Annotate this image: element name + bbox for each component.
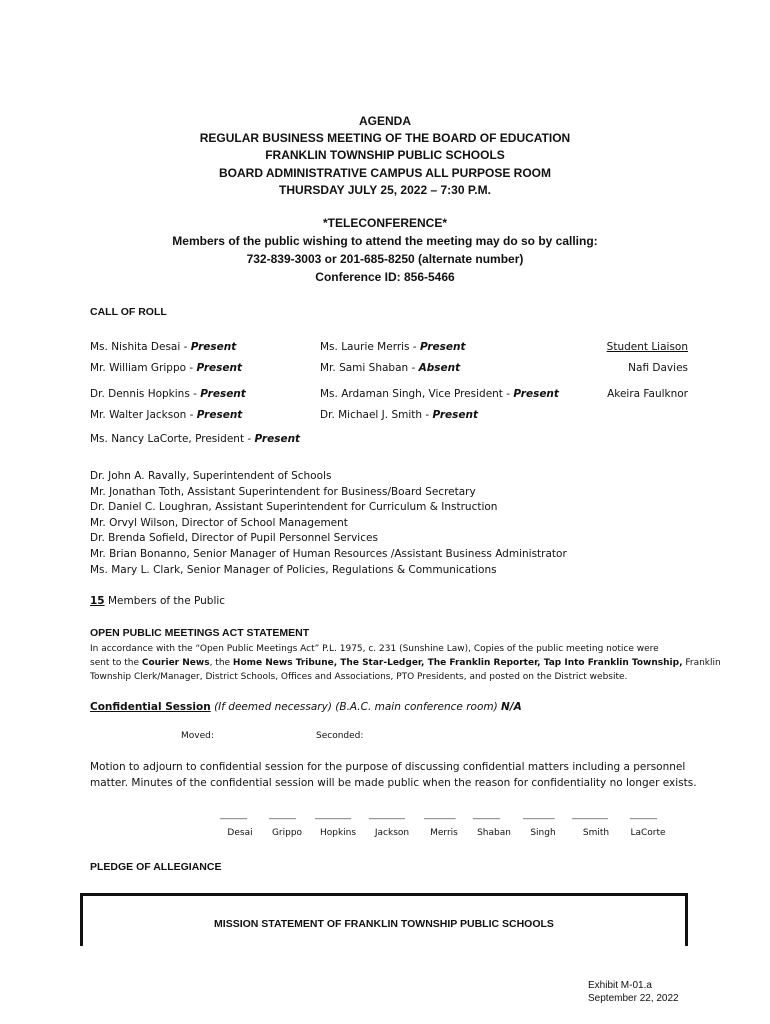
staff-item: Ms. Mary L. Clark, Senior Manager of Policies, Regulations & Communications xyxy=(90,563,497,576)
district-name: FRANKLIN TOWNSHIP PUBLIC SCHOOLS xyxy=(265,148,505,162)
roll-member: Dr. Dennis Hopkins - Present xyxy=(90,388,246,400)
voter-name: Desai xyxy=(227,828,253,838)
roll-member: Ms. Ardaman Singh, Vice President - Present xyxy=(320,388,559,400)
exhibit-number: Exhibit M-01.a xyxy=(588,980,652,991)
vote-blank: ________ xyxy=(572,810,608,820)
opma-text-line: In accordance with the “Open Public Meetings Act” P.L. 1975, c. 231 (Sunshine Law), Copies of the public meeting notice were xyxy=(90,644,659,654)
roll-member: Ms. Nancy LaCorte, President - Present xyxy=(90,433,301,445)
teleconference-phone: 732-839-3003 or 201-685-8250 (alternate number) xyxy=(246,252,524,266)
confidential-session-heading: Confidential Session (If deemed necessary) (B.A.C. main conference room) N/A xyxy=(90,701,522,713)
voter-name: Singh xyxy=(530,828,556,838)
roll-heading: CALL OF ROLL xyxy=(90,306,167,318)
roll-member: Mr. Walter Jackson - Present xyxy=(90,409,243,421)
staff-item: Mr. Brian Bonanno, Senior Manager of Human Resources /Assistant Business Administrator xyxy=(90,547,567,560)
teleconference-instructions: Members of the public wishing to attend the meeting may do so by calling: xyxy=(172,234,598,248)
opma-text-line: Township Clerk/Manager, District Schools, Offices and Associations, PTO Presidents, and posted on the District website. xyxy=(90,672,628,682)
vote-blank: ________ xyxy=(315,810,351,820)
roll-member: Ms. Laurie Merris - Present xyxy=(320,341,466,353)
staff-list xyxy=(90,469,567,578)
exhibit-label xyxy=(588,979,679,1005)
vote-blank: _______ xyxy=(424,810,456,820)
teleconference-id: Conference ID: 856-5466 xyxy=(315,270,455,284)
voter-name: Grippo xyxy=(271,828,303,838)
meeting-location: BOARD ADMINISTRATIVE CAMPUS ALL PURPOSE ROOM xyxy=(218,166,551,180)
confidential-motion xyxy=(90,759,697,791)
public-count: 15 Members of the Public xyxy=(90,595,226,607)
vote-blank: ________ xyxy=(369,810,405,820)
opma-heading: OPEN PUBLIC MEETINGS ACT STATEMENT xyxy=(90,627,310,639)
vote-blank: ______ xyxy=(269,810,296,820)
voter-name: Hopkins xyxy=(319,828,357,838)
motion-line: Motion to adjourn to confidential session for the purpose of discussing confidential matters including a personnel xyxy=(90,761,686,773)
staff-item: Dr. Daniel C. Loughran, Assistant Superintendent for Curriculum & Instruction xyxy=(90,501,498,514)
student-liaison-heading: Student Liaison xyxy=(606,341,688,353)
student-liaison: Nafi Davies xyxy=(628,362,688,374)
staff-item: Dr. Brenda Sofield, Director of Pupil Personnel Services xyxy=(90,532,378,545)
staff-item: Dr. John A. Ravally, Superintendent of Schools xyxy=(90,470,332,482)
teleconference-title: *TELECONFERENCE* xyxy=(322,216,447,230)
voter-name: LaCorte xyxy=(630,828,666,838)
roll-member: Mr. Sami Shaban - Absent xyxy=(320,362,461,374)
moved-label: Moved: xyxy=(181,731,214,741)
opma-text-line: sent to the Courier News, the Home News Tribune, The Star-Ledger, The Franklin Reporter, Tap Into Franklin Township, Franklin xyxy=(90,658,721,668)
staff-item: Mr. Orvyl Wilson, Director of School Management xyxy=(90,516,348,529)
roll-member: Ms. Nishita Desai - Present xyxy=(90,341,237,353)
vote-blank: ______ xyxy=(473,810,500,820)
vote-blank: ______ xyxy=(220,810,247,820)
meeting-datetime: THURSDAY JULY 25, 2022 – 7:30 P.M. xyxy=(279,183,491,197)
voter-name: Smith xyxy=(582,828,610,838)
pledge-heading: PLEDGE OF ALLEGIANCE xyxy=(90,861,222,873)
roll-member: Mr. William Grippo - Present xyxy=(90,362,243,374)
mission-statement-box xyxy=(80,893,688,946)
mission-statement-heading: MISSION STATEMENT OF FRANKLIN TOWNSHIP PUBLIC SCHOOLS xyxy=(214,918,554,930)
vote-blank: _______ xyxy=(523,810,555,820)
exhibit-date: September 22, 2022 xyxy=(588,993,679,1004)
motion-line: matter. Minutes of the confidential session will be made public when the reason for confidentiality no longer exists. xyxy=(90,777,697,789)
seconded-label: Seconded: xyxy=(316,731,364,741)
meeting-title: REGULAR BUSINESS MEETING OF THE BOARD OF EDUCATION xyxy=(199,131,571,145)
staff-item: Mr. Jonathan Toth, Assistant Superintendent for Business/Board Secretary xyxy=(90,485,476,498)
vote-blank: ______ xyxy=(630,810,657,820)
agenda-title: AGENDA xyxy=(358,114,411,128)
voter-name: Merris xyxy=(430,828,458,838)
voter-name: Shaban xyxy=(477,828,511,838)
student-liaison: Akeira Faulknor xyxy=(607,388,688,400)
voter-name: Jackson xyxy=(374,828,410,838)
roll-member: Dr. Michael J. Smith - Present xyxy=(320,409,479,421)
